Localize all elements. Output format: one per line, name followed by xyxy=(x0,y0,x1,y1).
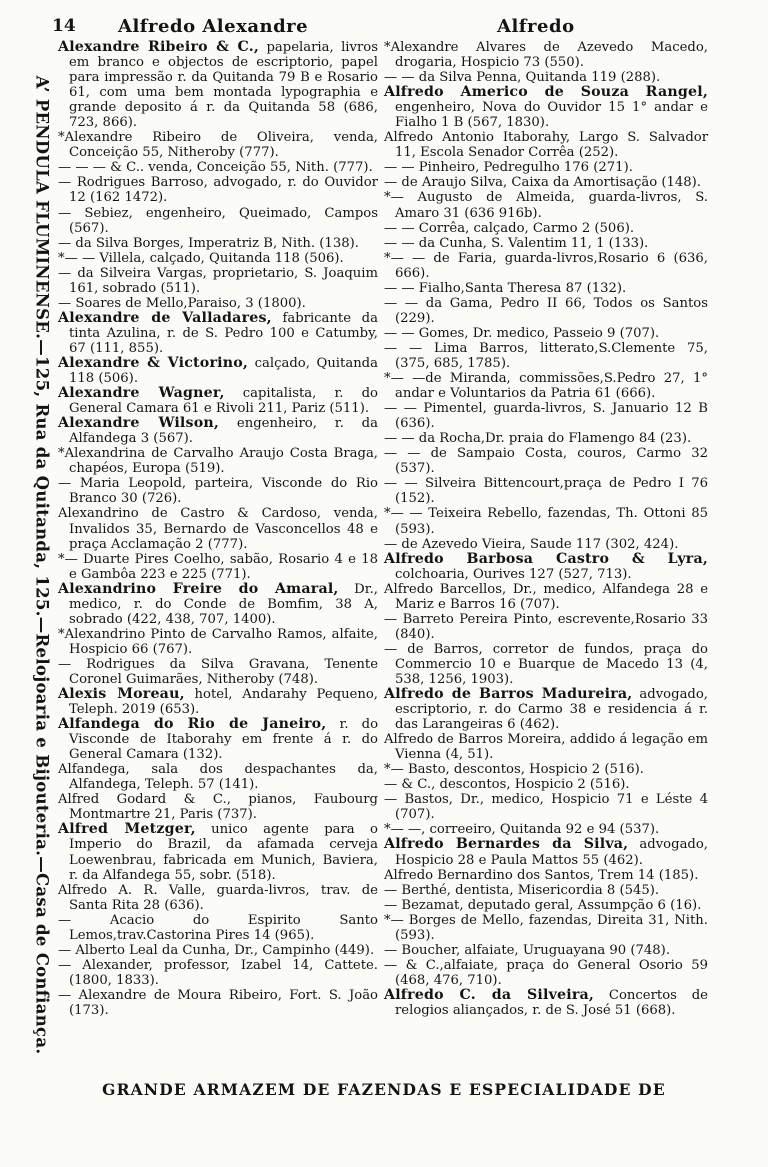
entry-name: Alexandre de Valladares, xyxy=(58,309,272,326)
directory-entry xyxy=(384,281,708,296)
entry-text: Alfredo Bernardino dos Santos, Trem 14 (185). xyxy=(384,867,699,883)
entry-text: — de Azevedo Vieira, Saude 117 (302, 424). xyxy=(384,536,679,552)
entry-text: — Alexandre de Moura Ribeiro, Fort. S. João (173). xyxy=(58,987,378,1018)
entry-text: Alfred Godard & C., pianos, Faubourg Montmartre 21, Paris (737). xyxy=(58,792,378,823)
entry-name: Alfredo C. da Silveira, xyxy=(384,986,595,1003)
entry-text: *— Augusto de Almeida, guarda-livros, S. Amaro 31 (636 916b). xyxy=(384,190,708,221)
directory-entry xyxy=(58,582,378,627)
directory-entry xyxy=(58,296,378,311)
entry-text: unico agente para o Imperio do Brazil, da afamada cerveja Loewenbrau, fabricada em Munich, Baviera, r. da Alfandega 55, sobr. (518). xyxy=(69,822,379,883)
entry-text: — — da Gama, Pedro II 66, Todos os Santos (229). xyxy=(384,295,708,326)
entry-text: advogado, Hospicio 28 e Paula Mattos 55 (462). xyxy=(395,837,709,868)
directory-entry xyxy=(384,506,708,536)
directory-entry xyxy=(58,552,378,582)
entry-text: *— — Villela, calçado, Quitanda 118 (506). xyxy=(58,250,344,266)
entry-text: *Alexandrino Pinto de Carvalho Ramos, alfaite, Hospicio 66 (767). xyxy=(58,626,378,657)
entry-name: Alfredo de Barros Madureira, xyxy=(384,686,633,703)
entry-text: — & C.,alfaiate, praça do General Osorio 59 (468, 476, 710). xyxy=(384,957,708,988)
directory-entry xyxy=(384,988,708,1018)
directory-entry xyxy=(58,40,378,130)
directory-entry xyxy=(384,221,708,236)
directory-entry xyxy=(384,236,708,251)
directory-entry xyxy=(58,175,378,205)
directory-entry xyxy=(58,627,378,657)
directory-entry xyxy=(384,898,708,913)
entry-text: — Berthé, dentista, Misericordia 8 (545). xyxy=(384,882,660,898)
directory-entry xyxy=(384,837,708,867)
entry-text: *— Duarte Pires Coelho, sabão, Rosario 4 e 18 e Gambôa 223 e 225 (771). xyxy=(58,551,378,582)
directory-entry xyxy=(384,85,708,130)
entry-text: papelaria, livros em branco e objectos de escriptorio, papel para impressão r. da Quitanda 79 B e Rosario 61, com uma bem montada lypographia e grande deposito á r. da Quitanda 58 (686, 723, 866). xyxy=(69,40,378,131)
directory-entry xyxy=(58,687,378,717)
entry-text: fabricante da tinta Azulina, r. de S. Pedro 100 e Catumby, 67 (111, 855). xyxy=(69,310,378,356)
page-header xyxy=(0,14,768,42)
entry-text: — — Lima Barros, litterato,S.Clemente 75, (375, 685, 1785). xyxy=(384,340,708,371)
entry-text: — da Silva Borges, Imperatriz B, Nith. (138). xyxy=(58,235,359,251)
directory-entry xyxy=(58,988,378,1018)
directory-entry xyxy=(384,341,708,371)
entry-text: *Alexandre Ribeiro de Oliveira, venda, Conceição 55, Nitheroby (777). xyxy=(58,130,378,161)
entry-name: Alexandrino Freire do Amaral, xyxy=(58,580,339,597)
directory-entry xyxy=(58,762,378,792)
directory-entry xyxy=(384,777,708,792)
entry-text: Alfredo de Barros Moreira, addido á legação em Vienna (4, 51). xyxy=(384,732,708,763)
directory-entry xyxy=(384,732,708,762)
directory-entry xyxy=(384,160,708,175)
directory-entry xyxy=(384,642,708,687)
directory-entry xyxy=(384,431,708,446)
directory-entry xyxy=(58,130,378,160)
entry-text: *— Borges de Mello, fazendas, Direita 31, Nith. (593). xyxy=(384,912,708,943)
entry-text: hotel, Andarahy Pequeno, Teleph. 2019 (653). xyxy=(69,687,378,718)
directory-entry xyxy=(58,657,378,687)
directory-entry xyxy=(58,251,378,266)
footer-advertisement: GRANDE ARMAZEM DE FAZENDAS E ESPECIALIDADE DE xyxy=(102,1080,666,1099)
directory-entry xyxy=(384,446,708,476)
entry-text: — — — & C.. venda, Conceição 55, Nith. (777). xyxy=(58,160,373,176)
directory-entry xyxy=(384,476,708,506)
entry-text: Dr., medico, r. do Conde de Bomfim, 38 A, sobrado (422, 438, 707, 1400). xyxy=(69,581,378,627)
entry-text: advogado, escriptorio, r. do Carmo 38 e residencia á r. das Larangeiras 6 (462). xyxy=(395,687,709,733)
entry-text: Alexandrino de Castro & Cardoso, venda, Invalidos 35, Bernardo de Vasconcellos 48 e praça Acclamação 2 (777). xyxy=(58,506,378,552)
directory-entry xyxy=(384,822,708,837)
directory-entry xyxy=(384,612,708,642)
directory-entry xyxy=(58,311,378,356)
entry-text: *— Basto, descontos, Hospicio 2 (516). xyxy=(384,762,644,778)
entry-text: — — da Rocha,Dr. praia do Flamengo 84 (23). xyxy=(384,431,692,447)
directory-entry xyxy=(58,386,378,416)
directory-entry xyxy=(384,326,708,341)
entry-text: — — Pimentel, guarda-livros, S. Januario 12 B (636). xyxy=(384,401,708,432)
entry-name: Alexandre & Victorino, xyxy=(58,354,249,371)
entry-name: Alfredo Barbosa Castro & Lyra, xyxy=(384,550,708,567)
entry-name: Alfred Metzger, xyxy=(58,821,196,838)
directory-entry xyxy=(384,883,708,898)
entry-text: — — Corrêa, calçado, Carmo 2 (506). xyxy=(384,220,635,236)
entry-text: calçado, Quitanda 118 (506). xyxy=(69,355,378,387)
entry-text: — de Araujo Silva, Caixa da Amortisação (148). xyxy=(384,175,701,191)
entry-text: colchoaria, Ourives 127 (527, 713). xyxy=(395,566,632,582)
directory-entry xyxy=(58,913,378,943)
directory-entry xyxy=(384,582,708,612)
entry-text: — — Gomes, Dr. medico, Passeio 9 (707). xyxy=(384,325,660,341)
directory-entry xyxy=(384,190,708,220)
directory-entry xyxy=(58,822,378,882)
entry-text: — Barreto Pereira Pinto, escrevente,Rosario 33 (840). xyxy=(384,611,708,642)
entry-text: Alfredo A. R. Valle, guarda-livros, trav. de Santa Rita 28 (636). xyxy=(58,882,378,913)
directory-entry xyxy=(384,371,708,401)
entry-text: — da Silveira Vargas, proprietario, S. Joaquim 161, sobrado (511). xyxy=(58,265,378,296)
directory-entry xyxy=(384,958,708,988)
running-head-right: Alfredo xyxy=(497,16,575,37)
entry-text: — — da Cunha, S. Valentim 11, 1 (133). xyxy=(384,235,649,251)
directory-entry xyxy=(58,416,378,446)
directory-entry xyxy=(384,762,708,777)
left-column xyxy=(58,40,378,1018)
entry-text: — Alberto Leal da Cunha, Dr., Campinho (449). xyxy=(58,942,375,958)
entry-name: Alfredo Americo de Souza Rangel, xyxy=(384,84,708,101)
entry-text: engenheiro, r. da Alfandega 3 (567). xyxy=(69,416,378,447)
entry-text: — Sebiez, engenheiro, Queimado, Campos (567). xyxy=(58,205,378,236)
entry-text: r. do Visconde de Itaborahy em frente á r. do General Camara (132). xyxy=(69,717,379,763)
directory-entry xyxy=(384,70,708,85)
directory-entry xyxy=(58,792,378,822)
entry-text: — Boucher, alfaiate, Uruguayana 90 (748). xyxy=(384,942,671,958)
entry-text: — — Fialho,Santa Theresa 87 (132). xyxy=(384,280,627,296)
entry-name: Alexis Moreau, xyxy=(58,686,185,703)
directory-entry xyxy=(384,401,708,431)
entry-text: — — Silveira Bittencourt,praça de Pedro I 76 (152). xyxy=(384,476,708,507)
entry-text: Concertos de relogios aliançados, r. de S. José 51 (668). xyxy=(395,987,708,1018)
side-ad-text: A’ PENDULA FLUMINENSE.—125, Rua da Quitanda, 125.—Relojoaria e Bijouteria.—Casa de Confiança. xyxy=(32,75,52,1055)
entry-text: Alfandega, sala dos despachantes da, Alfandega, Teleph. 57 (141). xyxy=(58,762,378,793)
directory-entry xyxy=(384,687,708,732)
directory-entry xyxy=(384,40,708,70)
directory-entry xyxy=(384,913,708,943)
entry-text: — — Pinheiro, Pedregulho 176 (271). xyxy=(384,160,633,176)
entry-text: — — de Sampaio Costa, couros, Carmo 32 (537). xyxy=(384,446,708,477)
directory-entry xyxy=(58,506,378,551)
directory-entry xyxy=(58,356,378,386)
entry-text: engenheiro, Nova do Ouvidor 15 1° andar e Fialho 1 B (567, 1830). xyxy=(395,100,708,131)
entry-text: *— — de Faria, guarda-livros,Rosario 6 (636, 666). xyxy=(384,250,708,281)
entry-text: — Maria Leopold, parteira, Visconde do Rio Branco 30 (726). xyxy=(58,476,378,507)
right-column xyxy=(384,40,708,1018)
directory-entry xyxy=(384,552,708,582)
directory-entry xyxy=(58,717,378,762)
entry-text: — Rodrigues da Silva Gravana, Tenente Coronel Guimarães, Nitheroby (748). xyxy=(58,656,378,687)
entry-text: *— —, correeiro, Quitanda 92 e 94 (537). xyxy=(384,822,660,838)
directory-entry xyxy=(384,943,708,958)
directory-entry xyxy=(384,296,708,326)
directory-entry xyxy=(58,266,378,296)
directory-entry xyxy=(58,160,378,175)
directory-entry xyxy=(58,476,378,506)
entry-text: *Alexandre Alvares de Azevedo Macedo, drogaria, Hospicio 73 (550). xyxy=(384,40,708,71)
entry-text: — de Barros, corretor de fundos, praça do Commercio 10 e Buarque de Macedo 13 (4, 538, 1256, 1903). xyxy=(384,641,708,687)
entry-text: Alfredo Barcellos, Dr., medico, Alfandega 28 e Mariz e Barros 16 (707). xyxy=(384,581,708,612)
directory-entry xyxy=(58,958,378,988)
directory-entry xyxy=(384,251,708,281)
entry-text: *Alexandrina de Carvalho Araujo Costa Braga, chapéos, Europa (519). xyxy=(58,446,378,477)
entry-text: — Rodrigues Barroso, advogado, r. do Ouvidor 12 (162 1472). xyxy=(58,175,378,206)
directory-entry xyxy=(58,206,378,236)
directory-entry xyxy=(58,236,378,251)
entry-name: Alexandre Ribeiro & C., xyxy=(58,39,260,55)
entry-text: — Bezamat, deputado geral, Assumpção 6 (16). xyxy=(384,897,702,913)
directory-entry xyxy=(384,175,708,190)
entry-text: — Acacio do Espirito Santo Lemos,trav.Castorina Pires 14 (965). xyxy=(58,912,378,943)
running-head-left: Alfredo Alexandre xyxy=(118,16,309,37)
directory-entry xyxy=(384,792,708,822)
entry-text: — Bastos, Dr., medico, Hospicio 71 e Léste 4 (707). xyxy=(384,792,708,823)
directory-entry xyxy=(58,883,378,913)
directory-entry xyxy=(384,868,708,883)
entry-name: Alfredo Bernardes da Silva, xyxy=(384,836,629,853)
entry-text: Alfredo Antonio Itaborahy, Largo S. Salvador 11, Escola Senador Corrêa (252). xyxy=(384,130,708,161)
directory-entry xyxy=(58,943,378,958)
directory-entry xyxy=(384,130,708,160)
entry-text: *— —de Miranda, commissões,S.Pedro 27, 1° andar e Voluntarios da Patria 61 (666). xyxy=(384,371,708,402)
page-number: 14 xyxy=(52,16,76,36)
entry-text: — — da Silva Penna, Quitanda 119 (288). xyxy=(384,70,661,86)
directory-entry xyxy=(58,446,378,476)
side-advertisement xyxy=(26,55,58,1075)
entry-name: Alfandega do Rio de Janeiro, xyxy=(58,716,327,733)
entry-text: — Soares de Mello,Paraiso, 3 (1800). xyxy=(58,295,306,311)
entry-text: *— — Teixeira Rebello, fazendas, Th. Ottoni 85 (593). xyxy=(384,506,708,537)
directory-entry xyxy=(384,537,708,552)
entry-text: — & C., descontos, Hospicio 2 (516). xyxy=(384,777,630,793)
entry-name: Alexandre Wilson, xyxy=(58,415,220,432)
entry-name: Alexandre Wagner, xyxy=(58,385,225,402)
entry-text: — Alexander, professor, Izabel 14, Cattete. (1800, 1833). xyxy=(58,957,378,988)
entry-text: capitalista, r. do General Camara 61 e Rivoli 211, Pariz (511). xyxy=(69,386,378,417)
